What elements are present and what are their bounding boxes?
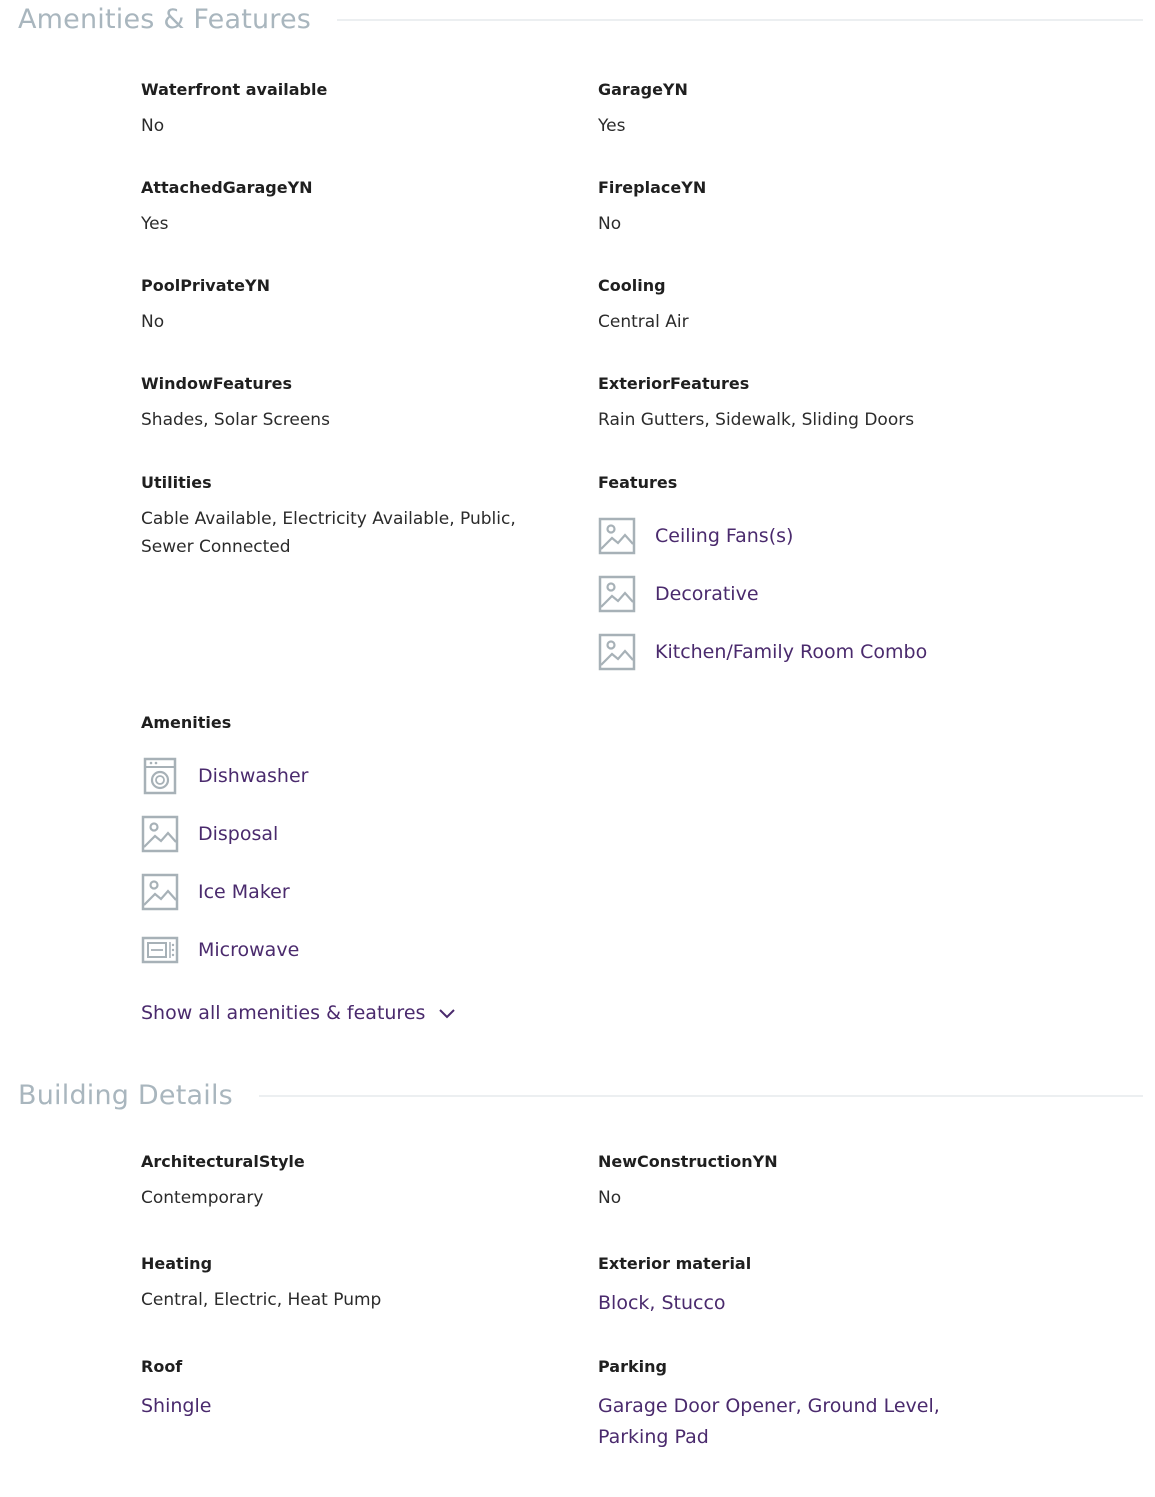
field-new-construction bbox=[598, 1152, 1118, 1212]
field-value: Contemporary bbox=[141, 1188, 264, 1208]
field-cooling bbox=[598, 276, 1118, 336]
feature-item-label: Kitchen/Family Room Combo bbox=[655, 641, 928, 663]
chevron-down-icon bbox=[437, 1003, 457, 1023]
section-divider bbox=[259, 1095, 1143, 1097]
field-exterior-features bbox=[598, 374, 1118, 434]
field-label: Heating bbox=[141, 1254, 213, 1273]
field-label: NewConstructionYN bbox=[598, 1152, 778, 1171]
amenity-item[interactable] bbox=[141, 805, 561, 863]
feature-item[interactable] bbox=[598, 565, 1118, 623]
field-value: Central, Electric, Heat Pump bbox=[141, 1290, 382, 1310]
field-label: GarageYN bbox=[598, 80, 688, 99]
amenity-item[interactable] bbox=[141, 747, 561, 805]
feature-item-label: Ceiling Fans(s) bbox=[655, 525, 794, 547]
field-value: No bbox=[598, 214, 622, 234]
features-list bbox=[598, 507, 1118, 681]
exterior-material-link[interactable]: Block, Stucco bbox=[598, 1292, 726, 1314]
parking-link[interactable]: Garage Door Opener, Ground Level, Parking Pad bbox=[598, 1395, 940, 1448]
field-utilities bbox=[141, 473, 531, 561]
feature-item[interactable] bbox=[598, 507, 1118, 565]
building-section-title: Building Details bbox=[18, 1080, 233, 1111]
feature-item-label: Decorative bbox=[655, 583, 759, 605]
field-value: Rain Gutters, Sidewalk, Sliding Doors bbox=[598, 410, 915, 430]
field-label: Exterior material bbox=[598, 1254, 752, 1273]
amenity-item-label: Disposal bbox=[198, 823, 279, 845]
amenities-label: Amenities bbox=[141, 713, 232, 732]
field-roof bbox=[141, 1357, 541, 1422]
amenity-item-label: Microwave bbox=[198, 939, 300, 961]
amenity-item[interactable] bbox=[141, 863, 561, 921]
field-label: Parking bbox=[598, 1357, 667, 1376]
field-label: Roof bbox=[141, 1357, 183, 1376]
dishwasher-icon bbox=[141, 757, 179, 795]
field-heating bbox=[141, 1254, 541, 1314]
amenities-list bbox=[141, 747, 561, 979]
field-label: Cooling bbox=[598, 276, 666, 295]
image-placeholder-icon bbox=[141, 815, 179, 853]
show-all-label: Show all amenities & features bbox=[141, 1002, 426, 1024]
features-group bbox=[598, 473, 1118, 681]
image-placeholder-icon bbox=[598, 633, 636, 671]
field-exterior-material bbox=[598, 1254, 1118, 1319]
amenity-item[interactable] bbox=[141, 921, 561, 979]
building-section-header bbox=[18, 1080, 1143, 1111]
field-waterfront bbox=[141, 80, 541, 140]
field-garage bbox=[598, 80, 1118, 140]
roof-link[interactable]: Shingle bbox=[141, 1395, 212, 1417]
field-value: Shades, Solar Screens bbox=[141, 410, 330, 430]
field-value: No bbox=[141, 116, 165, 136]
amenities-section-header bbox=[18, 4, 1143, 35]
field-fireplace bbox=[598, 178, 1118, 238]
field-window-features bbox=[141, 374, 541, 434]
field-value: Cable Available, Electricity Available, Public, Sewer Connected bbox=[141, 509, 516, 557]
field-label: FireplaceYN bbox=[598, 178, 707, 197]
image-placeholder-icon bbox=[141, 873, 179, 911]
field-pool-private bbox=[141, 276, 541, 336]
image-placeholder-icon bbox=[598, 575, 636, 613]
amenity-item-label: Dishwasher bbox=[198, 765, 309, 787]
field-value: Central Air bbox=[598, 312, 689, 332]
amenity-item-label: Ice Maker bbox=[198, 881, 290, 903]
field-value: No bbox=[141, 312, 165, 332]
field-architectural-style bbox=[141, 1152, 541, 1212]
feature-item[interactable] bbox=[598, 623, 1118, 681]
show-all-amenities-button[interactable] bbox=[141, 1002, 457, 1024]
field-value: No bbox=[598, 1188, 622, 1208]
field-label: Waterfront available bbox=[141, 80, 328, 99]
field-value: Yes bbox=[141, 214, 169, 234]
amenities-group bbox=[141, 713, 561, 979]
section-divider bbox=[337, 19, 1143, 21]
field-attached-garage bbox=[141, 178, 541, 238]
field-value: Yes bbox=[598, 116, 626, 136]
field-label: AttachedGarageYN bbox=[141, 178, 313, 197]
field-parking bbox=[598, 1357, 968, 1453]
field-label: ExteriorFeatures bbox=[598, 374, 750, 393]
field-label: ArchitecturalStyle bbox=[141, 1152, 305, 1171]
amenities-section-title: Amenities & Features bbox=[18, 4, 312, 35]
field-label: PoolPrivateYN bbox=[141, 276, 270, 295]
image-placeholder-icon bbox=[598, 517, 636, 555]
field-label: Utilities bbox=[141, 473, 212, 492]
features-label: Features bbox=[598, 473, 678, 492]
field-label: WindowFeatures bbox=[141, 374, 292, 393]
microwave-icon bbox=[141, 931, 179, 969]
